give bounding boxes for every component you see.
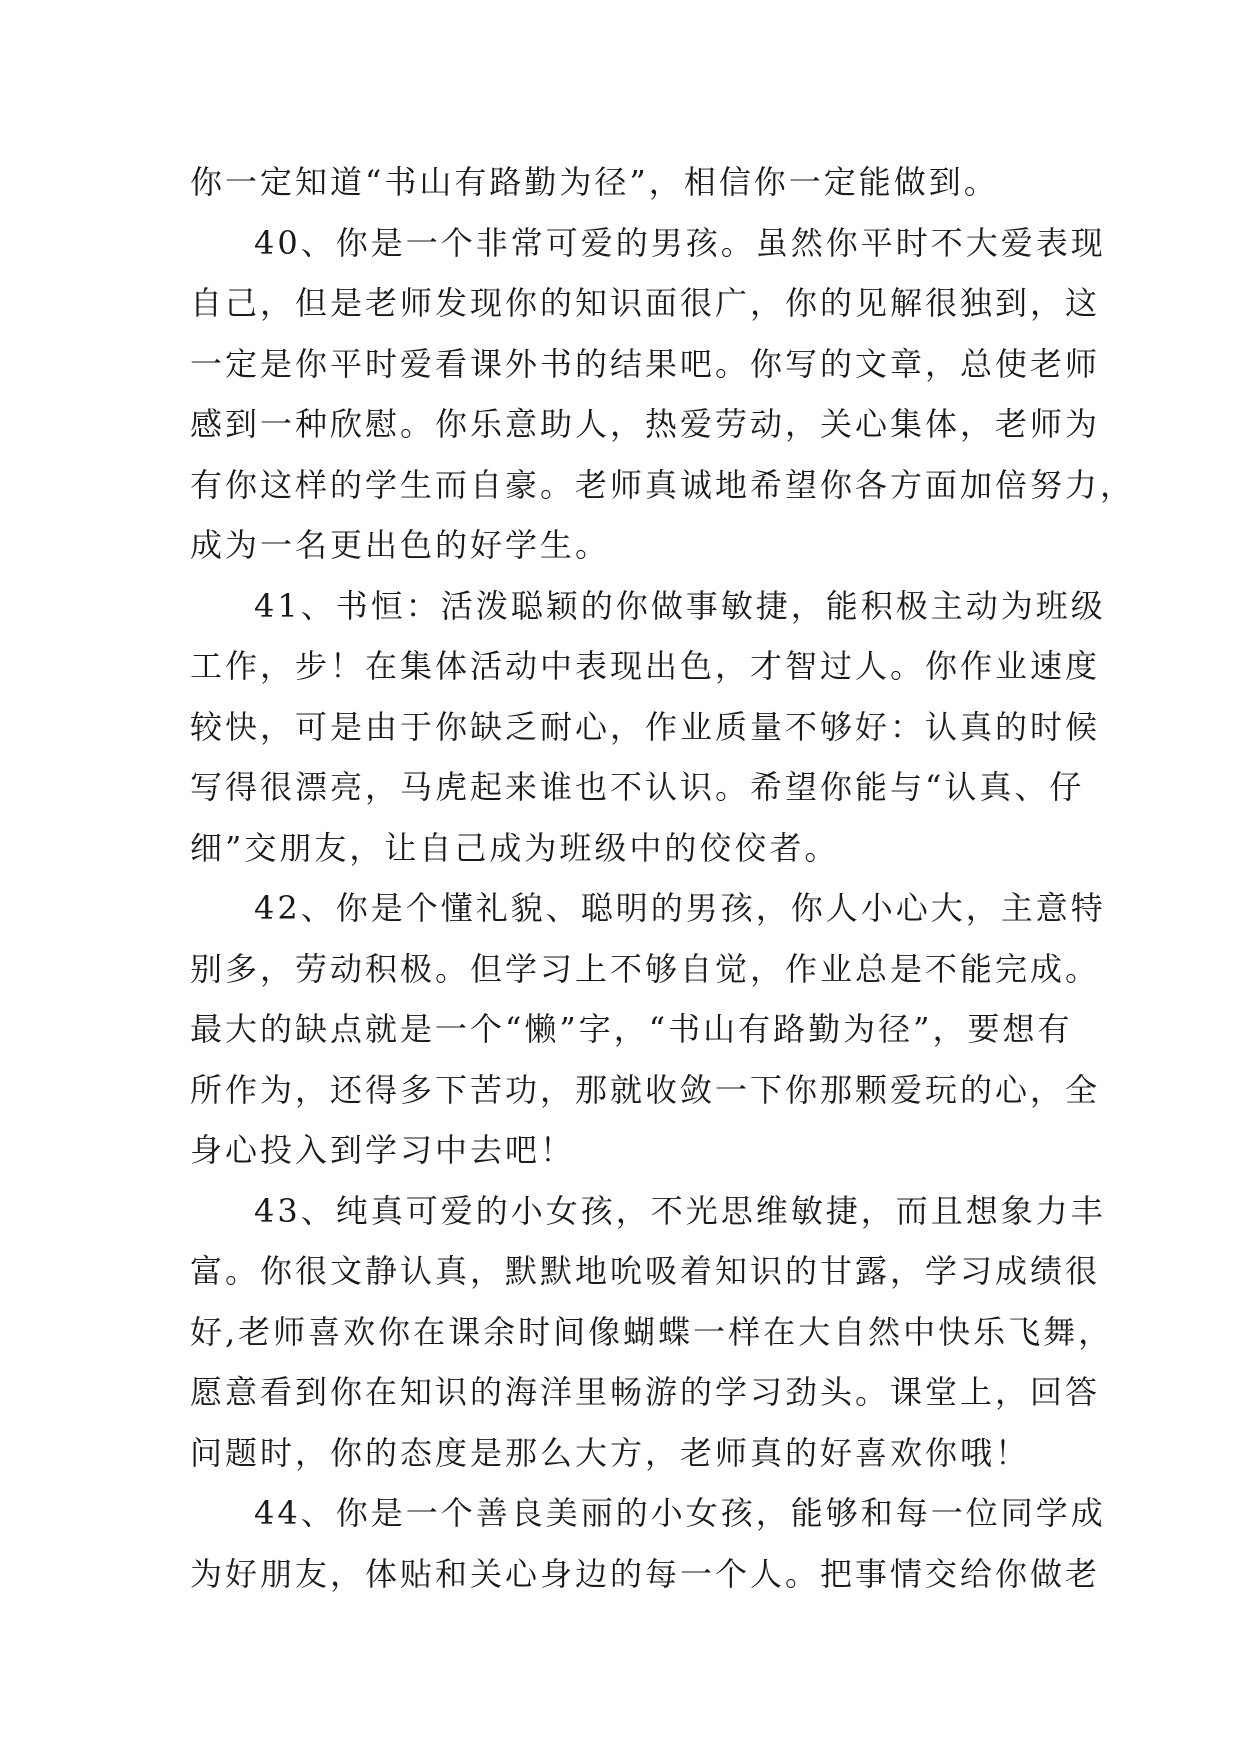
text-line: 一定是你平时爱看课外书的结果吧。你写的文章，总使老师	[190, 344, 1101, 383]
text-line: 感到一种欣慰。你乐意助人，热爱劳动，关心集体，老师为	[190, 405, 1101, 443]
text-line: 为好朋友，体贴和关心身边的每一个人。把事情交给你做老	[190, 1554, 1101, 1593]
text-line: 富。你很文静认真，默默地吮吸着知识的甘露，学习成绩很	[190, 1252, 1101, 1290]
text-line: 43、纯真可爱的小女孩，不光思维敏捷，而且想象力丰	[254, 1191, 1106, 1230]
text-line: 42、你是个懂礼貌、聪明的男孩，你人小心大，主意特	[254, 889, 1106, 927]
text-line: 所作为，还得多下苦功，那就收敛一下你那颗爱玩的心，全	[190, 1070, 1101, 1109]
text-line: 你一定知道“书山有路勤为径”，相信你一定能做到。	[190, 163, 999, 201]
text-line: 问题时，你的态度是那么大方，老师真的好喜欢你哦！	[190, 1433, 1031, 1472]
text-line: 40、你是一个非常可爱的男孩。虽然你平时不大爱表现	[254, 223, 1106, 262]
text-line: 愿意看到你在知识的海洋里畅游的学习劲头。课堂上，回答	[190, 1373, 1101, 1411]
text-line: 别多，劳动积极。但学习上不够自觉，作业总是不能完成。	[190, 949, 1101, 988]
text-line: 自己，但是老师发现你的知识面很广，你的见解很独到，这	[190, 284, 1101, 322]
text-line: 41、书恒：活泼聪颖的你做事敏捷，能积极主动为班级	[254, 586, 1106, 625]
document-body	[190, 152, 1136, 1604]
text-line: 44、你是一个善良美丽的小女孩，能够和每一位同学成	[254, 1494, 1106, 1532]
text-line: 好,老师喜欢你在课余时间像蝴蝶一样在大自然中快乐飞舞，	[190, 1312, 1114, 1351]
text-line: 有你这样的学生而自豪。老师真诚地希望你各方面加倍努力，	[190, 465, 1136, 504]
text-line: 成为一名更出色的好学生。	[190, 526, 611, 564]
text-line: 较快，可是由于你缺乏耐心，作业质量不够好：认真的时候	[190, 707, 1101, 746]
text-line: 细”交朋友，让自己成为班级中的佼佼者。	[190, 828, 840, 867]
text-line: 写得很漂亮，马虎起来谁也不认识。希望你能与“认真、仔	[190, 768, 1085, 806]
text-line: 工作，步！在集体活动中表现出色，才智过人。你作业速度	[190, 647, 1101, 685]
text-line: 身心投入到学习中去吧！	[190, 1131, 576, 1169]
text-line: 最大的缺点就是一个“懒”字，“书山有路勤为径”，要想有	[190, 1010, 1073, 1048]
